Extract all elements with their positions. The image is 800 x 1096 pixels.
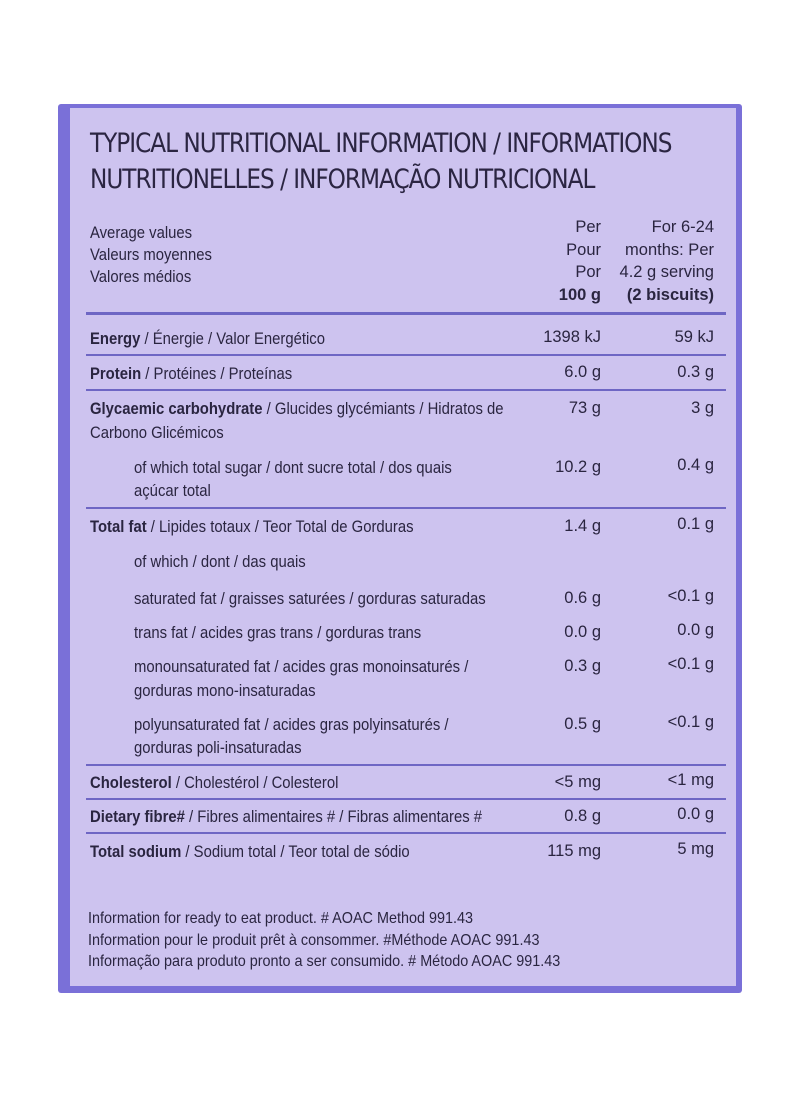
divider (86, 354, 726, 356)
title-line-1: TYPICAL NUTRITIONAL INFORMATION / INFORMATIONS (90, 128, 672, 159)
header-divider (86, 312, 726, 315)
poly-line-1: polyunsaturated fat / acides gras polyinsaturés / (134, 716, 449, 734)
fibre-serving: 0.0 g (677, 805, 714, 823)
header-per-pt: Por (575, 263, 601, 281)
page-title (90, 126, 672, 198)
row-cholesterol-label (90, 772, 338, 794)
row-fat-label (90, 516, 414, 538)
energy-serving: 59 kJ (674, 328, 714, 346)
energy-rest: / Énergie / Valor Energético (140, 330, 325, 348)
mono-line-1: monounsaturated fat / acides gras monoinsaturés / (134, 658, 469, 676)
protein-bold: Protein (90, 365, 142, 383)
row-energy-label (90, 328, 325, 350)
header-per-100g (559, 216, 601, 306)
poly-line-2: gorduras poli-insaturadas (134, 739, 302, 757)
carb-per100: 73 g (568, 399, 601, 417)
header-serving-1: For 6-24 (651, 218, 714, 236)
sodium-bold: Total sodium (90, 843, 182, 861)
poly-per100: 0.5 g (564, 715, 601, 733)
carb-bold: Glycaemic carbohydrate (90, 400, 263, 418)
fat-per100: 1.4 g (564, 517, 601, 535)
energy-bold: Energy (90, 330, 141, 348)
fat-serving: 0.1 g (677, 515, 714, 533)
row-sodium-label (90, 841, 410, 863)
row-protein-label (90, 363, 292, 385)
header-per-en: Per (575, 218, 601, 236)
cholesterol-bold: Cholesterol (90, 774, 172, 792)
sugar-line-1: of which total sugar / dont sucre total / dos quais (134, 459, 452, 477)
row-carb-label (90, 398, 504, 420)
of-which-label: of which / dont / das quais (134, 553, 306, 571)
header-per-fr: Pour (566, 240, 601, 259)
carb-serving: 3 g (691, 399, 714, 417)
cholesterol-per100: <5 mg (554, 773, 601, 791)
mono-per100: 0.3 g (564, 657, 601, 675)
fibre-per100: 0.8 g (564, 807, 601, 825)
divider (86, 764, 726, 766)
fat-rest: / Lipides totaux / Teor Total de Gorduras (146, 518, 414, 536)
fat-bold: Total fat (90, 518, 147, 536)
protein-serving: 0.3 g (677, 363, 714, 381)
header-label-fr: Valeurs moyennes (90, 246, 212, 264)
footer-note-en: Information for ready to eat product. # AOAC Method 991.43 (88, 910, 474, 927)
saturated-per100: 0.6 g (564, 589, 601, 607)
title-line-2: NUTRITIONELLES / INFORMAÇÃO NUTRICIONAL (90, 164, 595, 195)
sodium-serving: 5 mg (677, 840, 714, 858)
divider (86, 832, 726, 834)
header-serving (620, 216, 714, 306)
sugar-serving: 0.4 g (677, 456, 714, 474)
fibre-bold: Dietary fibre# (90, 808, 185, 826)
footer-note-fr: Information pour le produit prêt à consommer. #Méthode AOAC 991.43 (88, 931, 540, 949)
sodium-rest: / Sodium total / Teor total de sódio (181, 843, 410, 861)
protein-rest: / Protéines / Proteínas (141, 365, 293, 383)
mono-serving: <0.1 g (667, 655, 714, 673)
carb-rest: / Glucides glycémiants / Hidratos de (262, 400, 504, 418)
energy-per100: 1398 kJ (543, 328, 601, 346)
row-fibre-label (90, 806, 482, 828)
header-per-unit: 100 g (558, 285, 601, 304)
trans-per100: 0.0 g (564, 623, 601, 641)
header-serving-2: months: Per (625, 240, 714, 259)
cholesterol-rest: / Cholestérol / Colesterol (171, 774, 339, 792)
header-labels (90, 222, 212, 288)
header-label-en: Average values (90, 224, 193, 242)
footer-notes (88, 908, 560, 973)
header-serving-3: 4.2 g serving (619, 263, 714, 281)
divider (86, 389, 726, 391)
sugar-line-2: açúcar total (134, 482, 211, 500)
cholesterol-serving: <1 mg (667, 771, 714, 789)
header-serving-4: (2 biscuits) (626, 285, 714, 304)
mono-line-2: gorduras mono-insaturadas (134, 682, 316, 700)
saturated-serving: <0.1 g (667, 587, 714, 605)
divider (86, 798, 726, 800)
fibre-rest: / Fibres alimentaires # / Fibras alimentares # (184, 808, 483, 826)
protein-per100: 6.0 g (564, 363, 601, 381)
trans-label: trans fat / acides gras trans / gorduras trans (134, 624, 422, 642)
footer-note-pt: Informação para produto pronto a ser consumido. # Método AOAC 991.43 (88, 953, 561, 970)
trans-serving: 0.0 g (677, 621, 714, 639)
divider (86, 507, 726, 509)
poly-serving: <0.1 g (667, 713, 714, 731)
carb-line-2: Carbono Glicémicos (90, 424, 224, 442)
sodium-per100: 115 mg (547, 842, 601, 860)
header-label-pt: Valores médios (90, 268, 192, 286)
sugar-per100: 10.2 g (555, 458, 601, 476)
saturated-label: saturated fat / graisses saturées / gorduras saturadas (134, 590, 486, 608)
